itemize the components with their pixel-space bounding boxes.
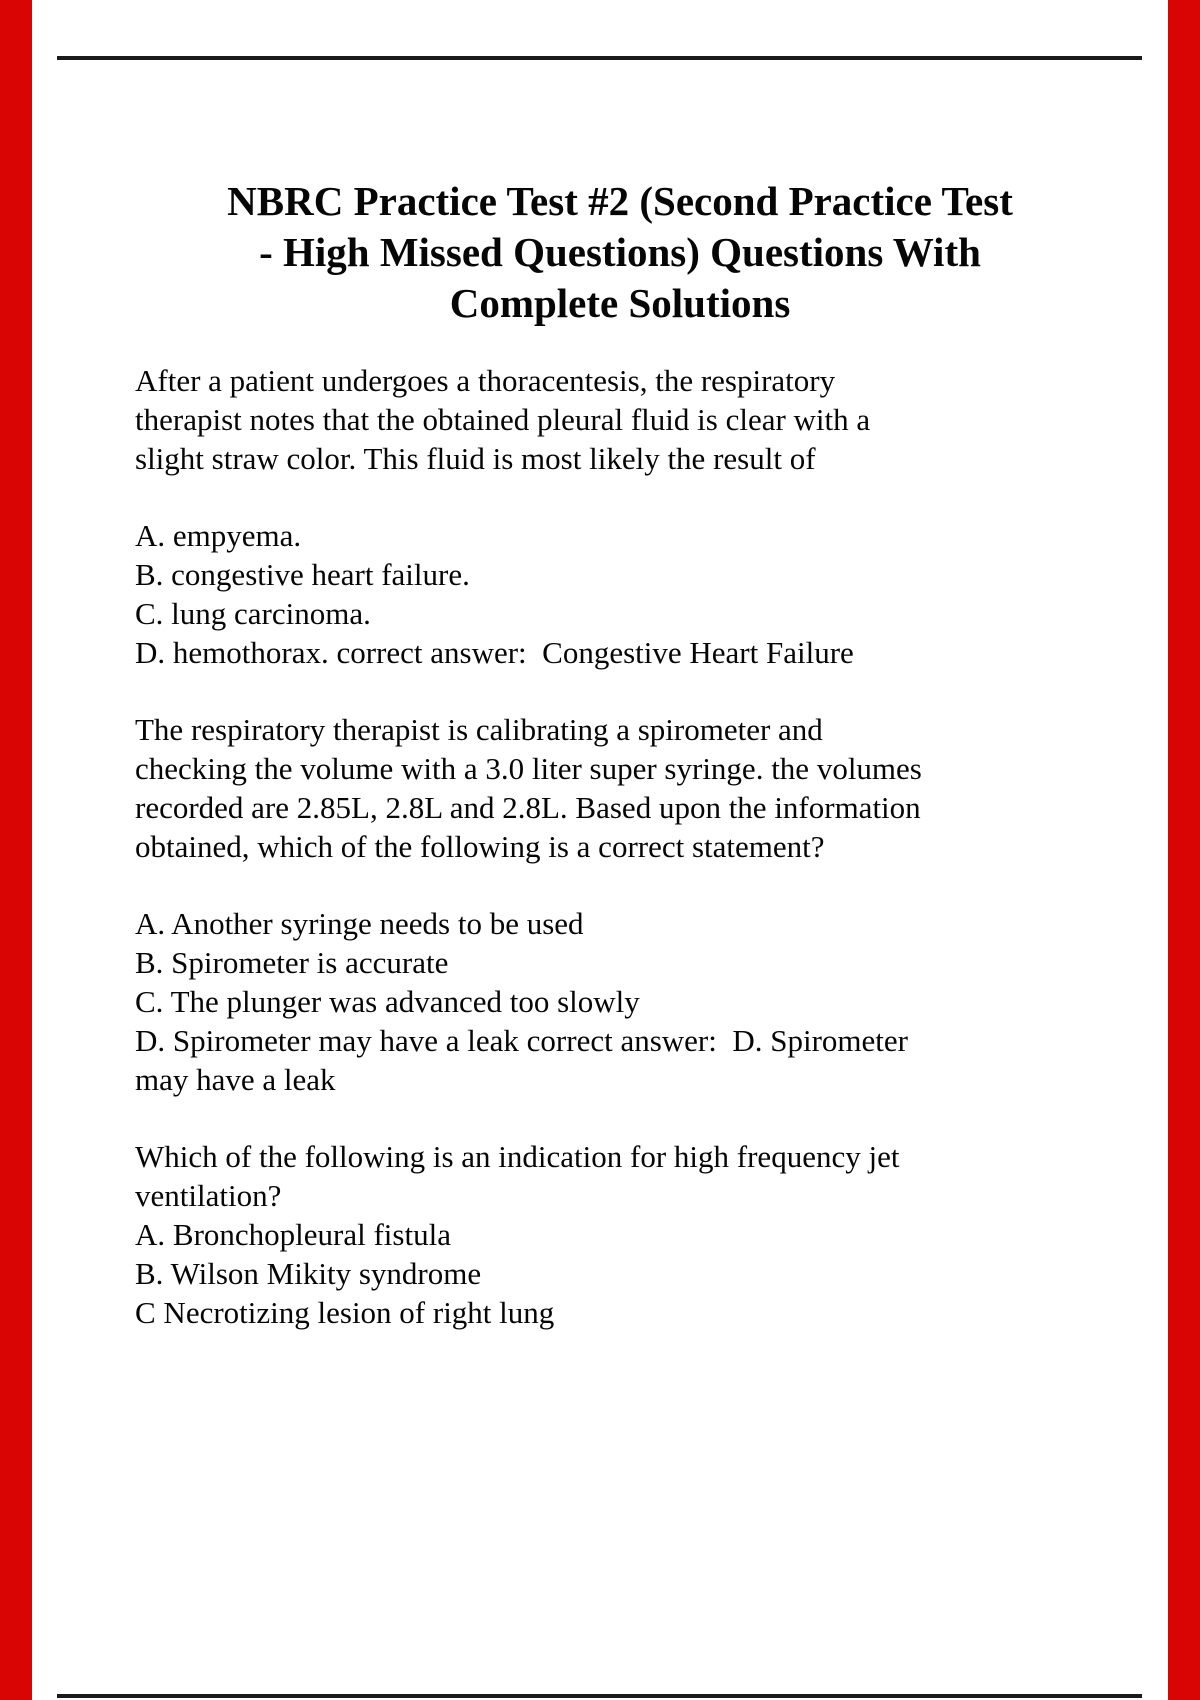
text-line: recorded are 2.85L, 2.8L and 2.8L. Based upon the information (135, 790, 921, 825)
text-line: C Necrotizing lesion of right lung (135, 1295, 555, 1330)
text-line: B. Spirometer is accurate (135, 945, 449, 980)
bottom-rule (57, 1694, 1142, 1698)
text-line: C. The plunger was advanced too slowly (135, 984, 640, 1019)
left-page-edge-bar (0, 0, 32, 1700)
text-line: obtained, which of the following is a correct statement? (135, 829, 825, 864)
text-line: The respiratory therapist is calibrating a spirometer and (135, 712, 823, 747)
paragraph (135, 710, 1105, 866)
text-line: B. congestive heart failure. (135, 557, 470, 592)
text-line: therapist notes that the obtained pleural fluid is clear with a (135, 402, 871, 437)
text-line: After a patient undergoes a thoracentesis, the respiratory (135, 363, 836, 398)
title-line: - High Missed Questions) Questions With (259, 229, 981, 275)
paragraph (135, 1137, 1105, 1332)
paragraph (135, 904, 1105, 1099)
page-title (135, 176, 1105, 329)
title-line: NBRC Practice Test #2 (Second Practice Test (227, 178, 1013, 224)
text-line: may have a leak (135, 1062, 336, 1097)
text-line: D. Spirometer may have a leak correct answer: D. Spirometer (135, 1023, 908, 1058)
document-content (135, 361, 1105, 1370)
text-line: C. lung carcinoma. (135, 596, 371, 631)
text-line: slight straw color. This fluid is most likely the result of (135, 441, 816, 476)
text-line: checking the volume with a 3.0 liter super syringe. the volumes (135, 751, 922, 786)
text-line: A. empyema. (135, 518, 302, 553)
text-line: D. hemothorax. correct answer: Congestive Heart Failure (135, 635, 854, 670)
paragraph (135, 361, 1105, 478)
text-line: B. Wilson Mikity syndrome (135, 1256, 482, 1291)
right-page-edge-bar (1168, 0, 1200, 1700)
text-line: A. Bronchopleural fistula (135, 1217, 451, 1252)
text-line: ventilation? (135, 1178, 282, 1213)
text-line: Which of the following is an indication for high frequency jet (135, 1139, 900, 1174)
text-line: A. Another syringe needs to be used (135, 906, 584, 941)
title-line: Complete Solutions (449, 280, 791, 326)
paragraph (135, 516, 1105, 672)
top-rule (57, 56, 1142, 60)
